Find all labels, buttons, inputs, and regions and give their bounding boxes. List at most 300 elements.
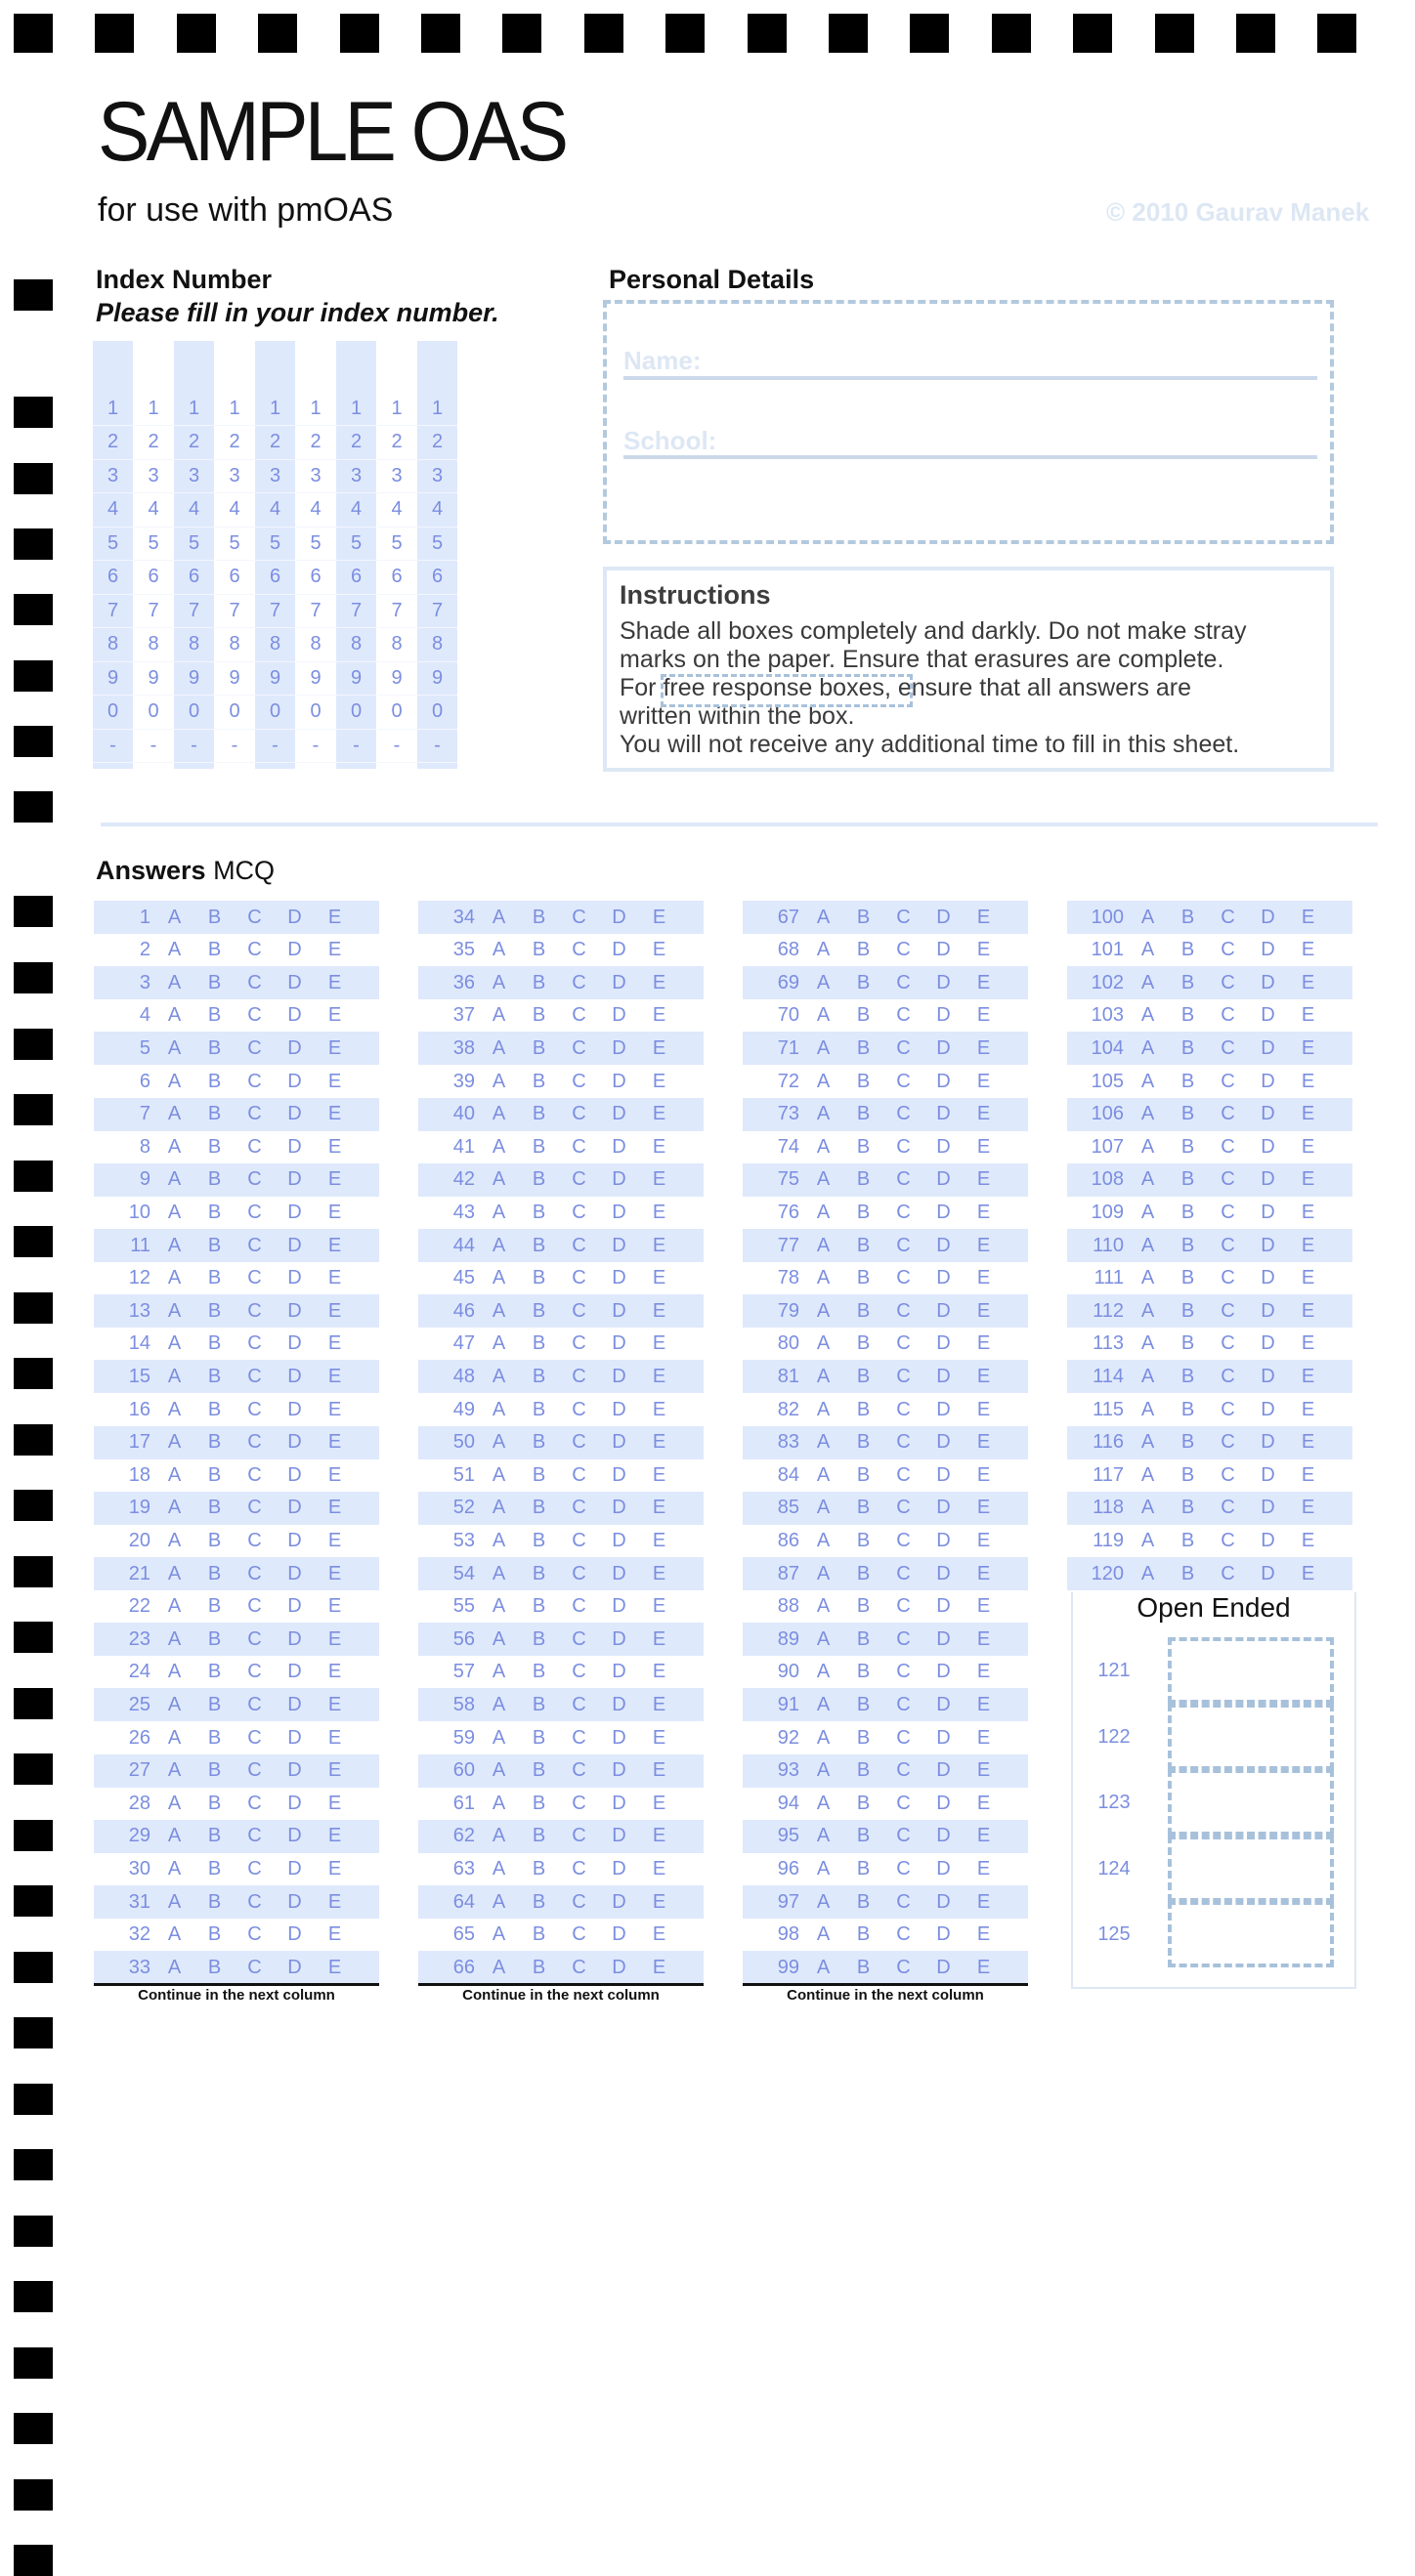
index-digit-bubble[interactable]: 2 (174, 426, 214, 460)
option-bubble-d[interactable]: D (1261, 1168, 1275, 1191)
option-bubble-c[interactable]: C (1221, 971, 1235, 993)
option-bubble-a[interactable]: A (816, 939, 831, 961)
option-bubble-c[interactable]: C (572, 1103, 586, 1125)
index-digit-bubble[interactable]: 3 (215, 459, 255, 493)
option-bubble-d[interactable]: D (612, 1365, 626, 1387)
option-bubble-b[interactable]: B (856, 1562, 871, 1584)
index-digit-bubble[interactable]: 4 (93, 493, 133, 528)
option-bubble-b[interactable]: B (207, 1299, 222, 1322)
option-bubble-b[interactable]: B (532, 1497, 546, 1519)
option-bubble-a[interactable]: A (816, 1562, 831, 1584)
option-bubble-a[interactable]: A (492, 1595, 506, 1618)
option-bubble-c[interactable]: C (896, 1661, 911, 1683)
index-digit-bubble[interactable]: 7 (336, 594, 376, 628)
option-bubble-c[interactable]: C (896, 1036, 911, 1059)
option-bubble-a[interactable]: A (492, 1365, 506, 1387)
option-bubble-e[interactable]: E (1301, 1463, 1315, 1486)
option-bubble-a[interactable]: A (167, 1759, 182, 1782)
option-bubble-e[interactable]: E (976, 1627, 991, 1650)
option-bubble-b[interactable]: B (532, 1825, 546, 1847)
option-bubble-d[interactable]: D (287, 1103, 302, 1125)
option-bubble-c[interactable]: C (896, 1234, 911, 1256)
option-bubble-e[interactable]: E (976, 906, 991, 928)
index-digit-bubble[interactable]: 7 (93, 594, 133, 628)
option-bubble-a[interactable]: A (492, 1168, 506, 1191)
open-ended-answer-box[interactable] (1168, 1836, 1334, 1902)
index-digit-bubble[interactable]: 7 (255, 594, 295, 628)
index-digit-bubble[interactable]: 4 (417, 493, 457, 528)
index-digit-bubble[interactable]: 9 (336, 661, 376, 696)
option-bubble-c[interactable]: C (1221, 1070, 1235, 1092)
option-bubble-e[interactable]: E (976, 1463, 991, 1486)
index-digit-bubble[interactable]: 8 (215, 628, 255, 662)
option-bubble-a[interactable]: A (1140, 1004, 1155, 1027)
option-bubble-a[interactable]: A (167, 906, 182, 928)
option-bubble-e[interactable]: E (652, 1825, 666, 1847)
option-bubble-e[interactable]: E (652, 1661, 666, 1683)
option-bubble-b[interactable]: B (532, 939, 546, 961)
index-digit-bubble[interactable]: 9 (296, 661, 336, 696)
option-bubble-a[interactable]: A (167, 971, 182, 993)
option-bubble-a[interactable]: A (816, 1463, 831, 1486)
option-bubble-d[interactable]: D (612, 1661, 626, 1683)
index-digit-bubble[interactable]: 5 (417, 527, 457, 561)
option-bubble-b[interactable]: B (856, 1201, 871, 1223)
option-bubble-e[interactable]: E (652, 1693, 666, 1715)
index-digit-bubble[interactable]: 9 (377, 661, 417, 696)
option-bubble-d[interactable]: D (1261, 1562, 1275, 1584)
option-bubble-a[interactable]: A (492, 971, 506, 993)
option-bubble-c[interactable]: C (1221, 1103, 1235, 1125)
option-bubble-e[interactable]: E (976, 1234, 991, 1256)
option-bubble-a[interactable]: A (492, 1529, 506, 1551)
option-bubble-d[interactable]: D (612, 1463, 626, 1486)
option-bubble-d[interactable]: D (936, 1332, 951, 1355)
index-digit-bubble[interactable]: 2 (296, 426, 336, 460)
option-bubble-d[interactable]: D (287, 1398, 302, 1420)
option-bubble-a[interactable]: A (492, 1759, 506, 1782)
option-bubble-a[interactable]: A (1140, 1201, 1155, 1223)
option-bubble-b[interactable]: B (207, 939, 222, 961)
option-bubble-a[interactable]: A (816, 1497, 831, 1519)
option-bubble-b[interactable]: B (856, 1135, 871, 1158)
index-digit-bubble[interactable]: 5 (215, 527, 255, 561)
option-bubble-d[interactable]: D (936, 1267, 951, 1289)
option-bubble-e[interactable]: E (652, 1759, 666, 1782)
option-bubble-e[interactable]: E (976, 1070, 991, 1092)
index-digit-bubble[interactable]: - (377, 729, 417, 763)
option-bubble-b[interactable]: B (856, 1595, 871, 1618)
option-bubble-a[interactable]: A (492, 1103, 506, 1125)
option-bubble-d[interactable]: D (1261, 1431, 1275, 1454)
option-bubble-c[interactable]: C (1221, 1431, 1235, 1454)
option-bubble-d[interactable]: D (936, 1627, 951, 1650)
option-bubble-b[interactable]: B (207, 1036, 222, 1059)
option-bubble-a[interactable]: A (1140, 1168, 1155, 1191)
option-bubble-d[interactable]: D (287, 1431, 302, 1454)
option-bubble-e[interactable]: E (327, 1661, 342, 1683)
option-bubble-e[interactable]: E (327, 1234, 342, 1256)
option-bubble-b[interactable]: B (856, 1956, 871, 1978)
option-bubble-e[interactable]: E (327, 1627, 342, 1650)
index-digit-bubble[interactable]: 4 (377, 493, 417, 528)
option-bubble-d[interactable]: D (612, 1792, 626, 1814)
index-digit-bubble[interactable]: 2 (134, 426, 174, 460)
option-bubble-e[interactable]: E (1301, 1201, 1315, 1223)
option-bubble-e[interactable]: E (652, 1332, 666, 1355)
index-digit-bubble[interactable]: 6 (377, 561, 417, 595)
option-bubble-c[interactable]: C (896, 1070, 911, 1092)
option-bubble-b[interactable]: B (532, 1135, 546, 1158)
option-bubble-c[interactable]: C (896, 1497, 911, 1519)
option-bubble-c[interactable]: C (247, 1759, 262, 1782)
option-bubble-e[interactable]: E (1301, 1070, 1315, 1092)
option-bubble-e[interactable]: E (652, 1923, 666, 1946)
option-bubble-a[interactable]: A (167, 1693, 182, 1715)
option-bubble-b[interactable]: B (856, 1661, 871, 1683)
option-bubble-b[interactable]: B (856, 971, 871, 993)
option-bubble-a[interactable]: A (1140, 906, 1155, 928)
option-bubble-a[interactable]: A (1140, 1267, 1155, 1289)
index-digit-bubble[interactable]: 6 (417, 561, 457, 595)
option-bubble-c[interactable]: C (896, 1759, 911, 1782)
option-bubble-c[interactable]: C (572, 1529, 586, 1551)
option-bubble-e[interactable]: E (976, 1792, 991, 1814)
option-bubble-a[interactable]: A (816, 1857, 831, 1879)
option-bubble-e[interactable]: E (976, 939, 991, 961)
option-bubble-b[interactable]: B (856, 1726, 871, 1749)
option-bubble-a[interactable]: A (167, 1168, 182, 1191)
index-digit-bubble[interactable]: 3 (377, 459, 417, 493)
option-bubble-d[interactable]: D (936, 1234, 951, 1256)
option-bubble-d[interactable]: D (612, 1627, 626, 1650)
option-bubble-c[interactable]: C (1221, 1463, 1235, 1486)
option-bubble-e[interactable]: E (327, 939, 342, 961)
option-bubble-a[interactable]: A (816, 1661, 831, 1683)
index-digit-bubble[interactable]: 3 (296, 459, 336, 493)
option-bubble-e[interactable]: E (1301, 939, 1315, 961)
option-bubble-a[interactable]: A (1140, 1299, 1155, 1322)
option-bubble-b[interactable]: B (1180, 1365, 1195, 1387)
option-bubble-b[interactable]: B (207, 906, 222, 928)
option-bubble-a[interactable]: A (816, 1693, 831, 1715)
option-bubble-b[interactable]: B (856, 1529, 871, 1551)
option-bubble-b[interactable]: B (207, 1070, 222, 1092)
option-bubble-e[interactable]: E (327, 906, 342, 928)
option-bubble-c[interactable]: C (896, 1825, 911, 1847)
option-bubble-c[interactable]: C (572, 1595, 586, 1618)
option-bubble-e[interactable]: E (652, 1398, 666, 1420)
option-bubble-e[interactable]: E (976, 1332, 991, 1355)
option-bubble-e[interactable]: E (652, 1529, 666, 1551)
option-bubble-e[interactable]: E (652, 939, 666, 961)
option-bubble-d[interactable]: D (612, 1562, 626, 1584)
option-bubble-c[interactable]: C (896, 1463, 911, 1486)
option-bubble-b[interactable]: B (207, 1825, 222, 1847)
option-bubble-d[interactable]: D (936, 1201, 951, 1223)
option-bubble-b[interactable]: B (532, 906, 546, 928)
option-bubble-b[interactable]: B (532, 1299, 546, 1322)
option-bubble-c[interactable]: C (572, 1792, 586, 1814)
option-bubble-e[interactable]: E (327, 1956, 342, 1978)
option-bubble-c[interactable]: C (247, 1431, 262, 1454)
index-digit-bubble[interactable]: 2 (417, 426, 457, 460)
index-digit-bubble[interactable]: 5 (93, 527, 133, 561)
option-bubble-e[interactable]: E (327, 1693, 342, 1715)
option-bubble-a[interactable]: A (492, 1890, 506, 1913)
option-bubble-a[interactable]: A (816, 1759, 831, 1782)
option-bubble-d[interactable]: D (287, 1693, 302, 1715)
option-bubble-b[interactable]: B (532, 1234, 546, 1256)
option-bubble-a[interactable]: A (492, 1036, 506, 1059)
option-bubble-e[interactable]: E (976, 1103, 991, 1125)
option-bubble-b[interactable]: B (532, 1168, 546, 1191)
option-bubble-b[interactable]: B (207, 1661, 222, 1683)
option-bubble-c[interactable]: C (1221, 1004, 1235, 1027)
index-digit-bubble[interactable]: 7 (174, 594, 214, 628)
option-bubble-d[interactable]: D (287, 1726, 302, 1749)
index-digit-bubble[interactable]: 5 (134, 527, 174, 561)
index-digit-bubble[interactable]: 9 (417, 661, 457, 696)
option-bubble-a[interactable]: A (816, 1234, 831, 1256)
index-digit-bubble[interactable]: 1 (93, 392, 133, 426)
option-bubble-e[interactable]: E (327, 1726, 342, 1749)
option-bubble-d[interactable]: D (936, 1431, 951, 1454)
option-bubble-b[interactable]: B (207, 1627, 222, 1650)
option-bubble-c[interactable]: C (896, 1792, 911, 1814)
index-digit-bubble[interactable]: 6 (134, 561, 174, 595)
index-digit-bubble[interactable]: 7 (296, 594, 336, 628)
option-bubble-c[interactable]: C (247, 1168, 262, 1191)
option-bubble-c[interactable]: C (247, 1693, 262, 1715)
option-bubble-b[interactable]: B (1180, 1201, 1195, 1223)
option-bubble-d[interactable]: D (287, 1562, 302, 1584)
option-bubble-e[interactable]: E (327, 1759, 342, 1782)
option-bubble-a[interactable]: A (167, 1726, 182, 1749)
option-bubble-a[interactable]: A (816, 906, 831, 928)
option-bubble-d[interactable]: D (287, 1463, 302, 1486)
option-bubble-e[interactable]: E (652, 1201, 666, 1223)
option-bubble-c[interactable]: C (247, 1890, 262, 1913)
option-bubble-a[interactable]: A (816, 1332, 831, 1355)
option-bubble-c[interactable]: C (572, 1201, 586, 1223)
option-bubble-c[interactable]: C (896, 1595, 911, 1618)
index-digit-bubble[interactable]: 0 (215, 696, 255, 730)
index-digit-bubble[interactable]: - (215, 729, 255, 763)
option-bubble-e[interactable]: E (1301, 1497, 1315, 1519)
option-bubble-d[interactable]: D (936, 1103, 951, 1125)
option-bubble-b[interactable]: B (207, 1693, 222, 1715)
option-bubble-e[interactable]: E (652, 906, 666, 928)
option-bubble-d[interactable]: D (287, 1923, 302, 1946)
option-bubble-a[interactable]: A (816, 1890, 831, 1913)
option-bubble-d[interactable]: D (936, 1726, 951, 1749)
option-bubble-a[interactable]: A (816, 1595, 831, 1618)
option-bubble-a[interactable]: A (492, 1267, 506, 1289)
option-bubble-a[interactable]: A (816, 1398, 831, 1420)
index-digit-bubble[interactable]: 6 (174, 561, 214, 595)
option-bubble-c[interactable]: C (247, 1070, 262, 1092)
option-bubble-d[interactable]: D (1261, 1529, 1275, 1551)
option-bubble-d[interactable]: D (612, 1825, 626, 1847)
option-bubble-b[interactable]: B (1180, 1036, 1195, 1059)
index-digit-bubble[interactable]: 8 (377, 628, 417, 662)
option-bubble-a[interactable]: A (167, 1431, 182, 1454)
option-bubble-c[interactable]: C (1221, 1267, 1235, 1289)
option-bubble-c[interactable]: C (572, 1299, 586, 1322)
option-bubble-b[interactable]: B (532, 1890, 546, 1913)
option-bubble-d[interactable]: D (612, 1857, 626, 1879)
option-bubble-d[interactable]: D (612, 1168, 626, 1191)
option-bubble-d[interactable]: D (612, 1595, 626, 1618)
option-bubble-c[interactable]: C (247, 1661, 262, 1683)
option-bubble-d[interactable]: D (287, 1792, 302, 1814)
option-bubble-c[interactable]: C (247, 1562, 262, 1584)
index-digit-bubble[interactable]: 2 (215, 426, 255, 460)
index-digit-bubble[interactable]: 0 (296, 696, 336, 730)
option-bubble-e[interactable]: E (1301, 1398, 1315, 1420)
index-digit-bubble[interactable]: 0 (134, 696, 174, 730)
option-bubble-e[interactable]: E (327, 1463, 342, 1486)
option-bubble-a[interactable]: A (492, 1956, 506, 1978)
option-bubble-c[interactable]: C (896, 1267, 911, 1289)
option-bubble-c[interactable]: C (247, 1857, 262, 1879)
option-bubble-c[interactable]: C (572, 1661, 586, 1683)
option-bubble-c[interactable]: C (247, 906, 262, 928)
option-bubble-b[interactable]: B (1180, 1135, 1195, 1158)
option-bubble-d[interactable]: D (287, 1234, 302, 1256)
option-bubble-c[interactable]: C (572, 1627, 586, 1650)
option-bubble-c[interactable]: C (572, 1759, 586, 1782)
option-bubble-b[interactable]: B (207, 1463, 222, 1486)
option-bubble-d[interactable]: D (936, 1759, 951, 1782)
option-bubble-e[interactable]: E (976, 1004, 991, 1027)
option-bubble-d[interactable]: D (936, 1857, 951, 1879)
option-bubble-c[interactable]: C (896, 1627, 911, 1650)
option-bubble-c[interactable]: C (572, 1825, 586, 1847)
option-bubble-d[interactable]: D (287, 1299, 302, 1322)
option-bubble-a[interactable]: A (167, 1825, 182, 1847)
option-bubble-d[interactable]: D (1261, 1234, 1275, 1256)
option-bubble-d[interactable]: D (936, 1529, 951, 1551)
index-digit-bubble[interactable]: 0 (93, 696, 133, 730)
option-bubble-b[interactable]: B (207, 1857, 222, 1879)
option-bubble-d[interactable]: D (612, 906, 626, 928)
option-bubble-d[interactable]: D (287, 1070, 302, 1092)
option-bubble-d[interactable]: D (936, 1497, 951, 1519)
option-bubble-c[interactable]: C (247, 1792, 262, 1814)
option-bubble-d[interactable]: D (936, 1792, 951, 1814)
option-bubble-b[interactable]: B (856, 1168, 871, 1191)
option-bubble-d[interactable]: D (1261, 1070, 1275, 1092)
option-bubble-a[interactable]: A (1140, 1103, 1155, 1125)
option-bubble-c[interactable]: C (1221, 1299, 1235, 1322)
option-bubble-e[interactable]: E (327, 1135, 342, 1158)
option-bubble-d[interactable]: D (1261, 1299, 1275, 1322)
option-bubble-e[interactable]: E (327, 1036, 342, 1059)
option-bubble-e[interactable]: E (1301, 971, 1315, 993)
option-bubble-b[interactable]: B (1180, 1070, 1195, 1092)
option-bubble-e[interactable]: E (1301, 1529, 1315, 1551)
option-bubble-e[interactable]: E (976, 1201, 991, 1223)
option-bubble-a[interactable]: A (492, 1693, 506, 1715)
option-bubble-a[interactable]: A (492, 1562, 506, 1584)
option-bubble-c[interactable]: C (1221, 1497, 1235, 1519)
option-bubble-b[interactable]: B (207, 1168, 222, 1191)
index-digit-bubble[interactable]: 5 (296, 527, 336, 561)
option-bubble-a[interactable]: A (1140, 1529, 1155, 1551)
option-bubble-e[interactable]: E (652, 971, 666, 993)
index-digit-bubble[interactable]: 5 (255, 527, 295, 561)
option-bubble-c[interactable]: C (572, 1036, 586, 1059)
option-bubble-a[interactable]: A (1140, 939, 1155, 961)
option-bubble-d[interactable]: D (287, 1135, 302, 1158)
option-bubble-b[interactable]: B (207, 1103, 222, 1125)
option-bubble-c[interactable]: C (247, 1201, 262, 1223)
option-bubble-a[interactable]: A (492, 1792, 506, 1814)
option-bubble-d[interactable]: D (1261, 971, 1275, 993)
index-digit-bubble[interactable]: 7 (215, 594, 255, 628)
index-digit-bubble[interactable]: 4 (174, 493, 214, 528)
index-digit-bubble[interactable]: - (255, 729, 295, 763)
option-bubble-b[interactable]: B (856, 1463, 871, 1486)
index-digit-bubble[interactable]: 6 (336, 561, 376, 595)
option-bubble-a[interactable]: A (1140, 1332, 1155, 1355)
option-bubble-b[interactable]: B (207, 1201, 222, 1223)
option-bubble-e[interactable]: E (327, 1365, 342, 1387)
option-bubble-d[interactable]: D (1261, 1036, 1275, 1059)
option-bubble-a[interactable]: A (816, 1431, 831, 1454)
index-digit-bubble[interactable]: 8 (255, 628, 295, 662)
option-bubble-a[interactable]: A (816, 1627, 831, 1650)
option-bubble-c[interactable]: C (247, 1103, 262, 1125)
option-bubble-e[interactable]: E (976, 1857, 991, 1879)
option-bubble-c[interactable]: C (247, 1036, 262, 1059)
option-bubble-a[interactable]: A (167, 1299, 182, 1322)
option-bubble-e[interactable]: E (652, 1299, 666, 1322)
index-digit-bubble[interactable]: 0 (377, 696, 417, 730)
option-bubble-d[interactable]: D (936, 1562, 951, 1584)
option-bubble-a[interactable]: A (167, 1004, 182, 1027)
option-bubble-d[interactable]: D (612, 939, 626, 961)
option-bubble-e[interactable]: E (976, 1661, 991, 1683)
option-bubble-c[interactable]: C (896, 1923, 911, 1946)
option-bubble-e[interactable]: E (327, 1923, 342, 1946)
option-bubble-d[interactable]: D (612, 1497, 626, 1519)
option-bubble-b[interactable]: B (207, 1595, 222, 1618)
option-bubble-d[interactable]: D (936, 1070, 951, 1092)
option-bubble-b[interactable]: B (1180, 1234, 1195, 1256)
index-digit-bubble[interactable]: 1 (255, 392, 295, 426)
option-bubble-d[interactable]: D (612, 1332, 626, 1355)
option-bubble-a[interactable]: A (167, 1661, 182, 1683)
index-digit-bubble[interactable]: 6 (296, 561, 336, 595)
option-bubble-a[interactable]: A (816, 971, 831, 993)
option-bubble-c[interactable]: C (247, 1299, 262, 1322)
option-bubble-c[interactable]: C (247, 1135, 262, 1158)
option-bubble-a[interactable]: A (816, 1529, 831, 1551)
option-bubble-d[interactable]: D (287, 1956, 302, 1978)
option-bubble-a[interactable]: A (492, 939, 506, 961)
option-bubble-d[interactable]: D (936, 1890, 951, 1913)
option-bubble-c[interactable]: C (572, 1923, 586, 1946)
option-bubble-c[interactable]: C (572, 1431, 586, 1454)
option-bubble-a[interactable]: A (1140, 1135, 1155, 1158)
option-bubble-b[interactable]: B (532, 1070, 546, 1092)
index-digit-bubble[interactable]: 2 (93, 426, 133, 460)
option-bubble-c[interactable]: C (247, 1595, 262, 1618)
option-bubble-c[interactable]: C (572, 1332, 586, 1355)
